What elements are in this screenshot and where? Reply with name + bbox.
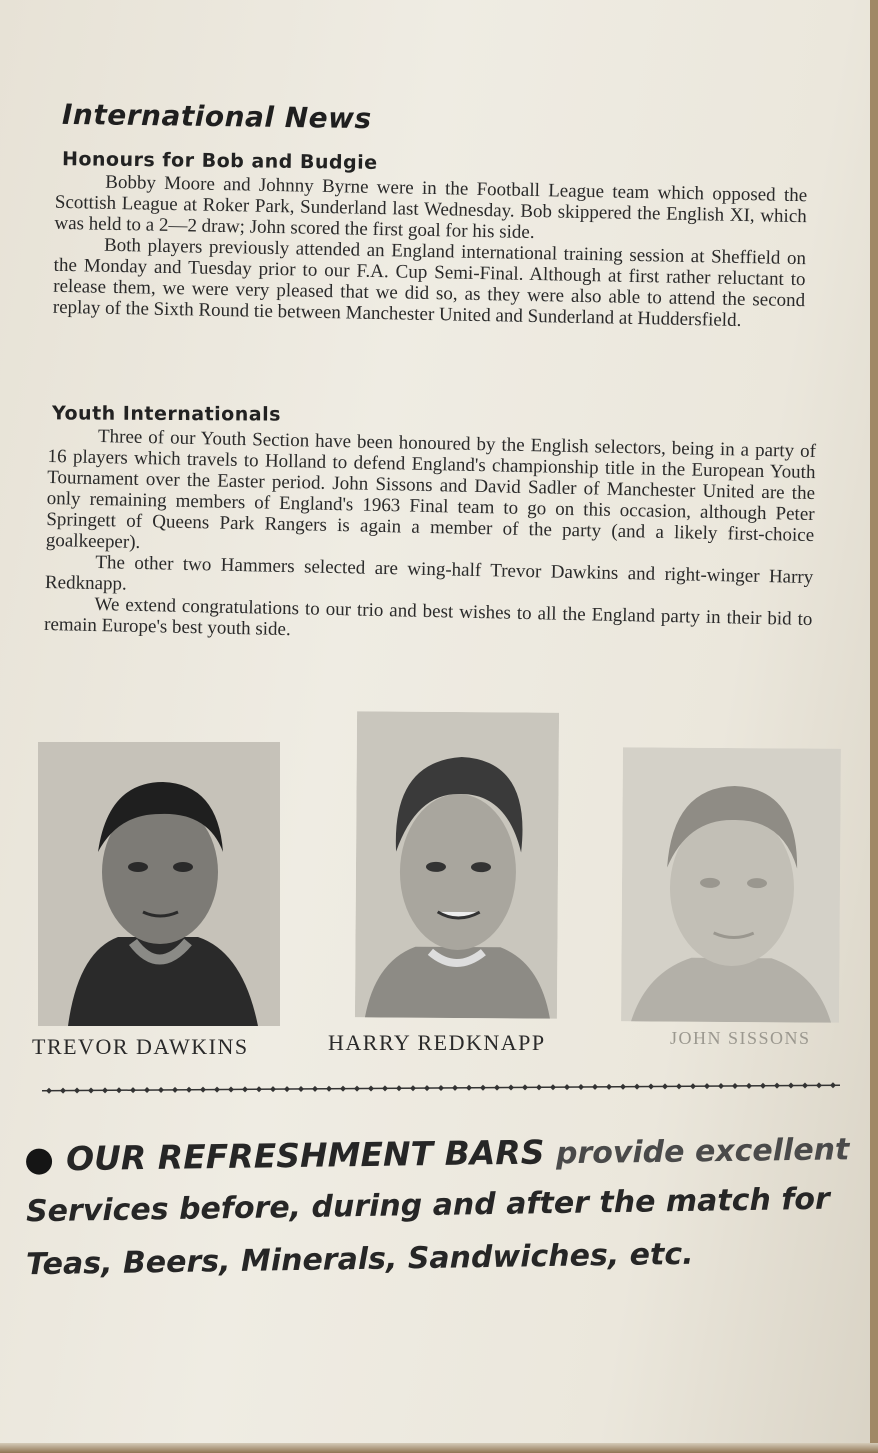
advert-line-2: Services before, during and after the match for xyxy=(25,1181,831,1230)
paragraph: Three of our Youth Section have been honoured by the English selectors, being in a party of 16 players which travels to Holland to defend England's championship title in the European Youth Tournament over the Easter period. John Sissons and David Sadler of Manchester United are the only remaining members of England's 1963 Final team to go on this occasion, although Peter Springett of Queens Park Rangers is again a member of the party (and a likely first-choice goalkeeper). xyxy=(45,426,817,553)
portrait-icon xyxy=(355,711,559,1018)
divider-diamond xyxy=(298,1086,304,1092)
photo-john-sissons xyxy=(621,747,841,1023)
divider-diamond xyxy=(634,1084,640,1090)
divider-diamond xyxy=(242,1086,248,1092)
divider-diamond xyxy=(74,1088,80,1094)
divider-diamond xyxy=(466,1085,472,1091)
divider-diamond xyxy=(550,1084,556,1090)
divider-diamond xyxy=(438,1085,444,1091)
divider-diamond xyxy=(284,1086,290,1092)
divider-diamond xyxy=(494,1085,500,1091)
divider-diamond xyxy=(830,1082,836,1088)
divider-diamond xyxy=(508,1084,514,1090)
divider-diamond xyxy=(46,1088,52,1094)
divider-diamond xyxy=(746,1083,752,1089)
divider-diamond xyxy=(788,1083,794,1089)
divider-diamond xyxy=(592,1084,598,1090)
divider-diamond xyxy=(88,1087,94,1093)
divider-diamond xyxy=(396,1085,402,1091)
divider-diamond xyxy=(158,1087,164,1093)
divider-diamond xyxy=(564,1084,570,1090)
divider-diamond xyxy=(102,1087,108,1093)
divider-diamond xyxy=(256,1086,262,1092)
page-edge xyxy=(870,0,878,1453)
divider-diamond xyxy=(186,1087,192,1093)
divider-diamond xyxy=(536,1084,542,1090)
divider-diamond xyxy=(760,1083,766,1089)
portrait-icon xyxy=(38,742,280,1026)
section-youth-body xyxy=(44,425,816,651)
divider-diamond xyxy=(270,1086,276,1092)
caption-harry-redknapp: HARRY REDKNAPP xyxy=(328,1030,546,1055)
paragraph: The other two Hammers selected are wing-half Trevor Dawkins and right-winger Harry Redknapp. xyxy=(44,552,814,595)
divider-diamond xyxy=(382,1085,388,1091)
divider-diamond xyxy=(424,1085,430,1091)
divider-diamond xyxy=(774,1083,780,1089)
divider-diamond xyxy=(452,1085,458,1091)
photo-harry-redknapp xyxy=(355,711,559,1018)
divider-diamond xyxy=(802,1082,808,1088)
divider-diamond xyxy=(340,1086,346,1092)
paragraph: Both players previously attended an England international training session at Sheffield on the Monday and Tuesday prior to our F.A. Cup Semi-Final. Although at first rather reluctant to release them, we were very pleased that we did so, as they were also able to attend the second replay of the Sixth Round tie between Manchester United and Sunderland at Huddersfield. xyxy=(52,234,807,331)
divider-diamond xyxy=(368,1085,374,1091)
paragraph: We extend congratulations to our trio and best wishes to all the England party in their bid to remain Europe's best youth side. xyxy=(43,593,813,641)
divider-diamond xyxy=(60,1088,66,1094)
divider-diamond xyxy=(816,1082,822,1088)
advert-line-1 xyxy=(26,1128,850,1178)
divider-diamond xyxy=(326,1086,332,1092)
divider-diamond xyxy=(228,1086,234,1092)
section-heading-honours: Honours for Bob and Budgie xyxy=(61,148,378,174)
divider-diamond xyxy=(200,1087,206,1093)
divider-diamond xyxy=(116,1087,122,1093)
divider-diamond xyxy=(312,1086,318,1092)
divider-diamond xyxy=(704,1083,710,1089)
portrait-icon xyxy=(621,747,841,1023)
caption-john-sissons: JOHN SISSONS xyxy=(670,1028,811,1048)
divider-diamond xyxy=(214,1087,220,1093)
section-heading-youth: Youth Internationals xyxy=(51,402,281,426)
paragraph: Bobby Moore and Johnny Byrne were in the Football League team which opposed the Scottish League at Roker Park, Sunderland last Wednesday. Bob skippered the English XI, which was held to a 2—2 draw; John scored the first goal for his side. xyxy=(54,171,808,244)
caption-trevor-dawkins: TREVOR DAWKINS xyxy=(32,1034,249,1059)
divider-diamond xyxy=(718,1083,724,1089)
page-title: International News xyxy=(61,97,372,136)
decorative-divider xyxy=(42,1079,840,1097)
divider-diamond xyxy=(578,1084,584,1090)
divider-diamond xyxy=(480,1085,486,1091)
divider-diamond xyxy=(732,1083,738,1089)
advert-line-3: Teas, Beers, Minerals, Sandwiches, etc. xyxy=(25,1236,694,1283)
advert-bold-text: OUR REFRESHMENT BARS xyxy=(65,1132,545,1179)
section-honours-body xyxy=(53,171,808,332)
divider-diamond xyxy=(690,1083,696,1089)
divider-diamond xyxy=(410,1085,416,1091)
divider-diamond xyxy=(662,1083,668,1089)
bullet-icon xyxy=(26,1148,52,1174)
divider-diamond xyxy=(172,1087,178,1093)
divider-diamond xyxy=(522,1084,528,1090)
photo-trevor-dawkins xyxy=(38,742,280,1026)
divider-diamond xyxy=(130,1087,136,1093)
advert-rest-text: provide excellent xyxy=(555,1132,850,1172)
divider-diamond xyxy=(606,1084,612,1090)
divider-diamond xyxy=(620,1084,626,1090)
divider-diamond xyxy=(676,1083,682,1089)
page-bottom-edge xyxy=(0,1443,878,1453)
divider-diamond xyxy=(648,1084,654,1090)
divider-diamond xyxy=(144,1087,150,1093)
divider-diamond xyxy=(354,1086,360,1092)
